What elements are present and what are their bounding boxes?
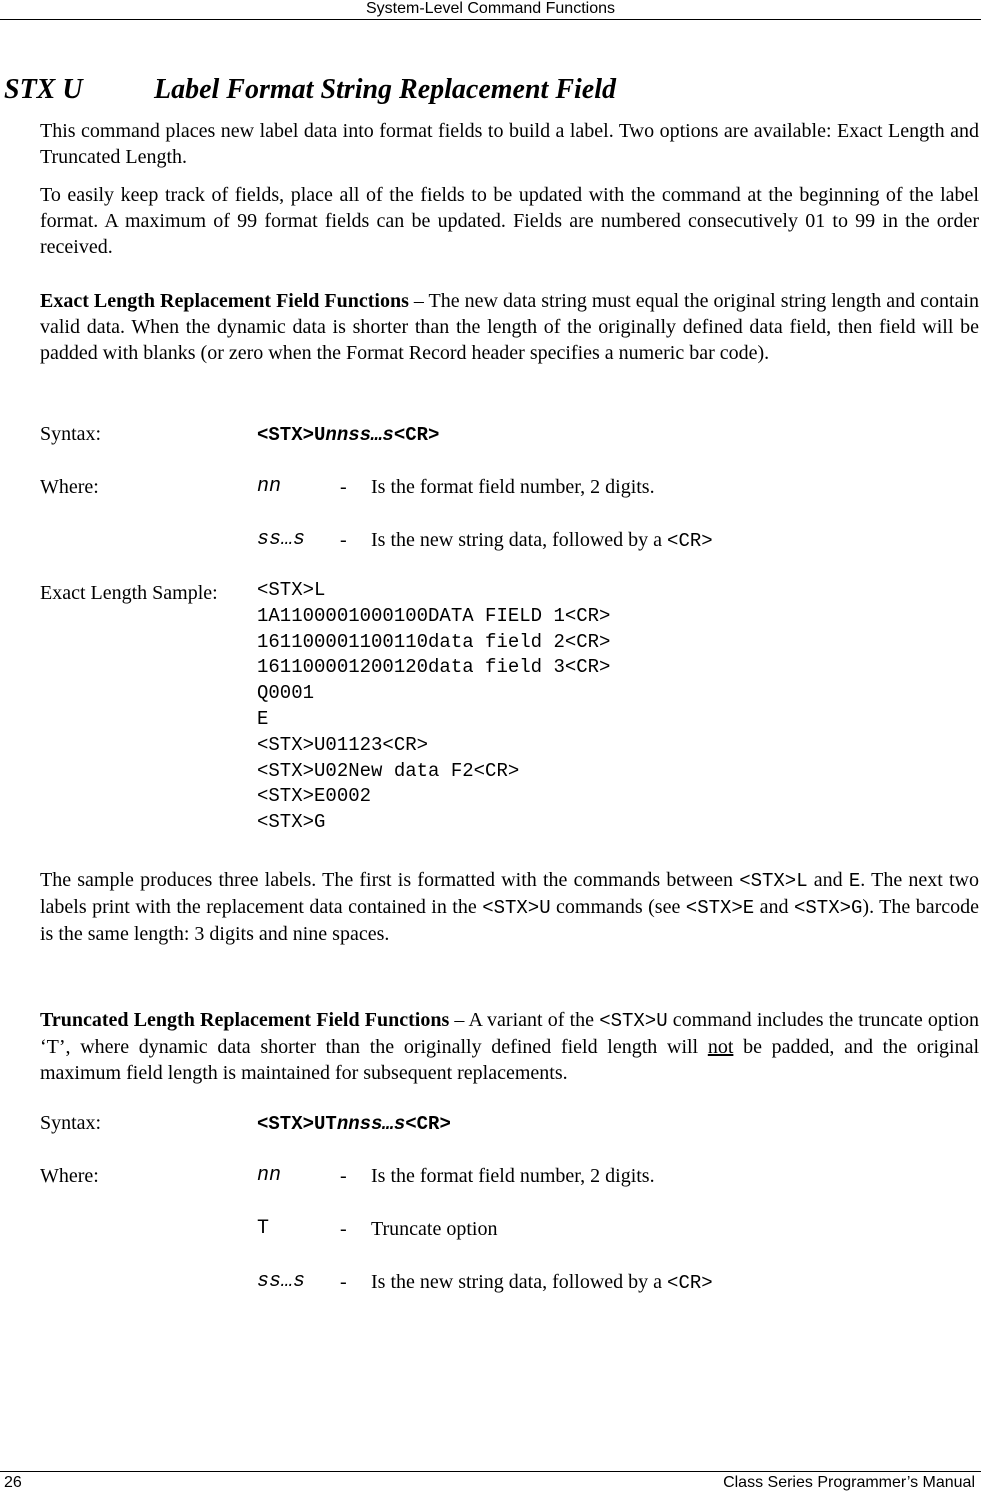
exact-syntax-params: nnss…s [325, 424, 394, 446]
exact-param-desc [371, 527, 713, 554]
sample-explanation [40, 867, 979, 947]
page-footer [0, 1471, 981, 1491]
section-heading [4, 72, 616, 108]
explain-code: <STX>U [482, 897, 551, 919]
exact-param-desc: Is the format field number, 2 digits. [371, 476, 655, 498]
intro-paragraph-2: To easily keep track of fields, place all of the fields to be updated with the command at the beginning of the label format. A maximum of 99 format fields can be updated. Fields are numbered consecutively 01 to 99 in the order received. [40, 184, 979, 258]
truncated-syntax [257, 1110, 451, 1137]
explain-text: ). The barcode is the same length: 3 digits and nine spaces. [40, 896, 979, 945]
truncated-underlined-word: not [707, 1036, 734, 1058]
truncated-length-heading: Truncated Length Replacement Field Functions [40, 1009, 450, 1031]
exact-length-heading: Exact Length Replacement Field Functions [40, 290, 409, 312]
truncated-param-desc-text: Is the new string data, followed by a [371, 1271, 668, 1293]
truncated-length-paragraph [40, 1007, 979, 1086]
section-title: Label Format String Replacement Field [154, 74, 616, 105]
truncated-param-name: ss…s [257, 1270, 306, 1293]
exact-length-paragraph [40, 288, 979, 366]
truncated-text: be padded, and the original maximum field length is maintained for subsequent replacements. [40, 1036, 979, 1084]
truncated-param-desc: Is the format field number, 2 digits. [371, 1165, 655, 1187]
section-command: STX U [4, 74, 83, 105]
truncated-param-dash: - [340, 1218, 347, 1240]
exact-sample-code: <STX>L 1A1100001000100DATA FIELD 1<CR> 161100001100110data field 2<CR> 161100001200120data field 3<CR> Q0001 E <STX>U01123<CR> <STX>U02New data F2<CR> <STX>E0002 <STX>G [257, 579, 611, 834]
page-header [0, 0, 981, 20]
truncated-syntax-prefix: <STX>UT [257, 1113, 337, 1135]
exact-param-dash: - [340, 529, 347, 551]
exact-syntax-label: Syntax: [40, 423, 102, 445]
exact-syntax [257, 421, 439, 448]
explain-code: <STX>L [739, 870, 808, 892]
exact-param-dash: - [340, 476, 347, 498]
exact-sample-label: Exact Length Sample: [40, 582, 218, 604]
exact-param-desc-code: <CR> [667, 530, 713, 552]
exact-param-name: ss…s [257, 528, 306, 551]
truncated-param-name: nn [257, 1164, 282, 1187]
truncated-where-label: Where: [40, 1165, 99, 1187]
truncated-text: command includes the truncate option ‘T’, where dynamic data shorter than the originally defined field length will [40, 1009, 980, 1058]
intro-paragraph-1: This command places new label data into format fields to build a label. Two options are available: Exact Length and Truncated Length. [40, 120, 979, 168]
exact-length-text: – The new data string must equal the original string length and contain valid data. When the dynamic data is shorter than the length of the originally defined data field, then field will be padded with blanks (or zero when the Format Record header specifies a numeric bar code). [40, 290, 979, 364]
truncated-param-desc-code: <CR> [667, 1272, 713, 1294]
explain-text: The sample produces three labels. The first is formatted with the commands between [40, 869, 740, 891]
explain-text: . The next two labels print with the replacement data contained in the [40, 869, 979, 918]
explain-code: <STX>E [685, 897, 755, 919]
truncated-param-dash: - [340, 1165, 347, 1187]
explain-code: <STX>G [793, 897, 863, 919]
manual-title: Class Series Programmer’s Manual [723, 1474, 975, 1491]
truncated-syntax-suffix: <CR> [405, 1113, 451, 1135]
exact-param-name: nn [257, 475, 282, 498]
truncated-param-dash: - [340, 1271, 347, 1293]
truncated-text: – A variant of the [449, 1009, 600, 1031]
explain-text: commands (see [550, 896, 686, 918]
page-number: 26 [4, 1474, 22, 1491]
truncated-param-name: T [257, 1217, 270, 1240]
explain-text: and [807, 869, 849, 891]
explain-code: E [848, 870, 861, 892]
explain-text: and [754, 896, 794, 918]
truncated-syntax-params: nnss…s [336, 1113, 406, 1135]
header-title: System-Level Command Functions [366, 0, 615, 17]
truncated-code: <STX>U [599, 1010, 668, 1032]
exact-syntax-suffix: <CR> [393, 424, 440, 446]
exact-where-label: Where: [40, 476, 99, 498]
exact-syntax-prefix: <STX>U [257, 424, 326, 446]
truncated-syntax-label: Syntax: [40, 1112, 102, 1134]
truncated-param-desc: Truncate option [371, 1218, 498, 1240]
exact-param-desc-text: Is the new string data, followed by a [371, 529, 668, 551]
truncated-param-desc [371, 1269, 713, 1296]
